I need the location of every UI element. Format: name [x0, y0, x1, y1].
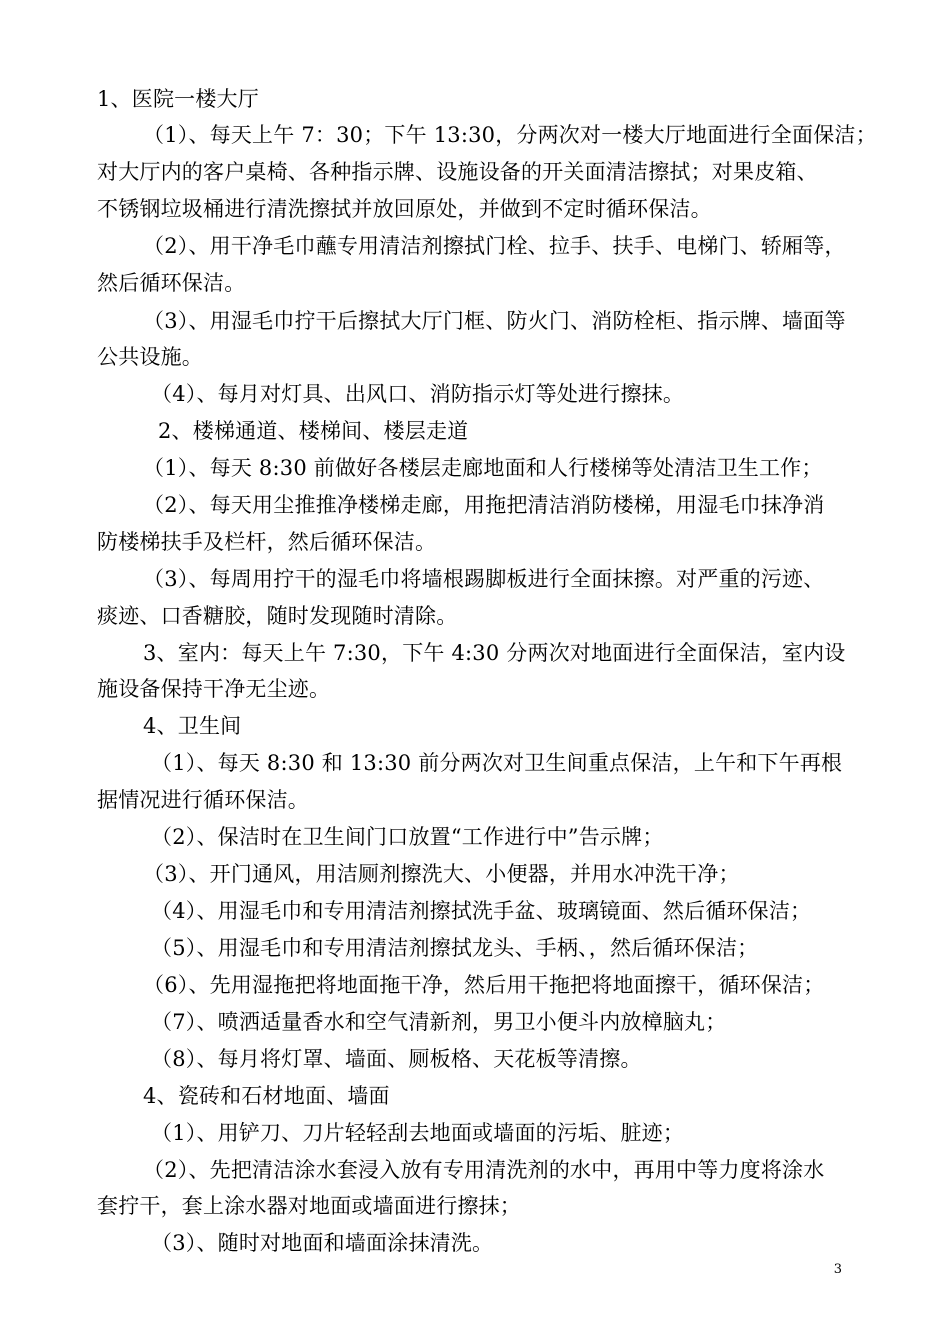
- paragraph-line: （4）、用湿毛巾和专用清洁剂擦拭洗手盆、玻璃镜面、然后循环保洁；: [151, 899, 812, 923]
- paragraph-line: （3）、用湿毛巾拧干后擦拭大厅门框、防火门、消防栓柜、指示牌、墙面等: [143, 309, 846, 333]
- paragraph-line: （6）、先用湿拖把将地面拖干净，然后用干拖把将地面擦干，循环保洁；: [143, 973, 825, 997]
- paragraph-line: 据情况进行循环保洁。: [97, 788, 309, 812]
- paragraph-line: 施设备保持干净无尘迹。: [97, 677, 331, 701]
- paragraph-line: 公共设施。: [97, 345, 203, 369]
- section-heading-lobby: 1、医院一楼大厅: [97, 87, 259, 111]
- paragraph-line: （2）、保洁时在卫生间门口放置“工作进行中”告示牌；: [151, 825, 664, 849]
- paragraph-line: （2）、用干净毛巾蘸专用清洁剂擦拭门栓、拉手、扶手、电梯门、轿厢等，: [143, 234, 846, 258]
- paragraph-line: 对大厅内的客户桌椅、各种指示牌、设施设备的开关面清洁擦拭；对果皮箱、: [97, 160, 818, 184]
- paragraph-line: 套拧干，套上涂水器对地面或墙面进行擦抹；: [97, 1194, 521, 1218]
- paragraph-line: （1）、每天上午 7：30；下午 13:30，分两次对一楼大厅地面进行全面保洁；: [143, 123, 877, 147]
- paragraph-line: （3）、随时对地面和墙面涂抹清洗。: [151, 1231, 494, 1255]
- paragraph-line: （2）、先把清洁涂水套浸入放有专用清洗剂的水中，再用中等力度将涂水: [143, 1158, 825, 1182]
- paragraph-line: 不锈钢垃圾桶进行清洗擦拭并放回原处，并做到不定时循环保洁。: [97, 197, 712, 221]
- section-heading-restroom: 4、卫生间: [143, 714, 242, 738]
- section-heading-tile: 4、瓷砖和石材地面、墙面: [143, 1084, 390, 1108]
- paragraph-line: （2）、每天用尘推推净楼梯走廊，用拖把清洁消防楼梯，用湿毛巾抹净消: [143, 493, 825, 517]
- paragraph-line: （4）、每月对灯具、出风口、消防指示灯等处进行擦抹。: [151, 382, 685, 406]
- paragraph-line: 防楼梯扶手及栏杆，然后循环保洁。: [97, 530, 437, 554]
- section-heading-indoor: 3、室内：每天上午 7:30，下午 4:30 分两次对地面进行全面保洁，室内设: [143, 641, 846, 665]
- paragraph-line: （1）、用铲刀、刀片轻轻刮去地面或墙面的污垢、脏迹；: [151, 1121, 685, 1145]
- paragraph-line: 然后循环保洁。: [97, 271, 246, 295]
- paragraph-line: 痰迹、口香糖胶，随时发现随时清除。: [97, 604, 458, 628]
- paragraph-line: （1）、每天 8:30 和 13:30 前分两次对卫生间重点保洁，上午和下午再根: [151, 751, 843, 775]
- paragraph-line: （1）、每天 8:30 前做好各楼层走廊地面和人行楼梯等处清洁卫生工作；: [143, 456, 823, 480]
- section-heading-stairs: 2、楼梯通道、楼梯间、楼层走道: [158, 419, 469, 443]
- paragraph-line: （8）、每月将灯罩、墙面、厕板格、天花板等清擦。: [151, 1047, 642, 1071]
- paragraph-line: （3）、每周用拧干的湿毛巾将墙根踢脚板进行全面抹擦。对严重的污迹、: [143, 567, 825, 591]
- page-number: 3: [833, 1262, 842, 1277]
- paragraph-line: （5）、用湿毛巾和专用清洁剂擦拭龙头、手柄、，然后循环保洁；: [151, 936, 759, 960]
- paragraph-line: （7）、喷洒适量香水和空气清新剂，男卫小便斗内放樟脑丸；: [151, 1010, 727, 1034]
- paragraph-line: （3）、开门通风，用洁厕剂擦洗大、小便器，并用水冲洗干净；: [143, 862, 740, 886]
